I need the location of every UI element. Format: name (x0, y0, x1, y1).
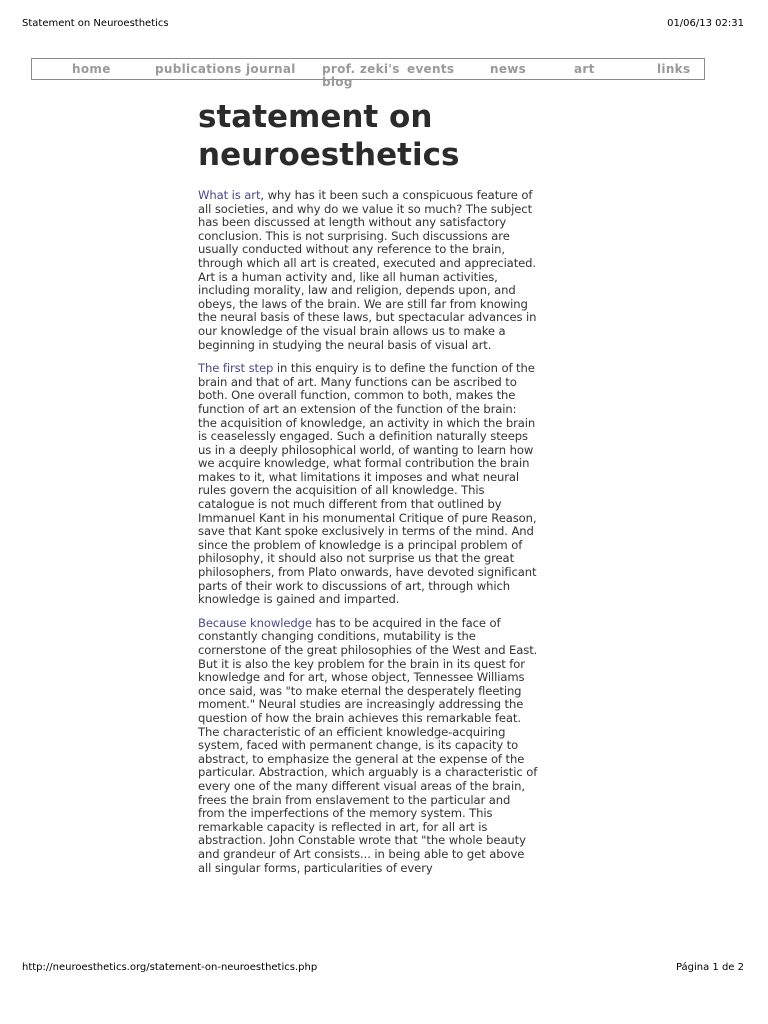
print-header (22, 18, 744, 32)
paragraph (198, 189, 538, 352)
print-footer-url: http://neuroesthetics.org/statement-on-neuroesthetics.php (22, 962, 318, 973)
nav-item-links[interactable]: links (657, 62, 691, 76)
print-header-title: Statement on Neuroesthetics (22, 18, 169, 29)
print-footer-page: Página 1 de 2 (675, 962, 744, 973)
print-header-datetime: 01/06/13 02:31 (667, 18, 744, 29)
paragraph-lead: The first step (198, 361, 274, 376)
print-footer (22, 962, 744, 976)
nav-item-news[interactable]: news (490, 62, 527, 76)
nav-item-prof-zekis-blog[interactable]: prof. zeki's blog (322, 62, 400, 89)
paragraph-text: has to be acquired in the face of constantly changing conditions, mutability is the cornerstone of the great philosophies of the West and East. But it is also the key problem for the brain in its quest for knowledge and for art, whose object, Tennessee Williams once said, was "to make eternal the desperately fleeting moment." Neural studies are increasingly addressing the question of how the brain achieves this remarkable feat. The characteristic of an efficient knowledge-acquiring system, faced with permanent change, is its capacity to abstract, to emphasize the general at the expense of the particular. Abstraction, which arguably is a characteristic of every one of the many different visual areas of the brain, frees the brain from enslavement to the particular and from the imperfections of the memory system. This remarkable capacity is reflected in art, for all art is abstraction. John Constable wrote that "the whole beauty and grandeur of Art consists... in being able to get above all singular forms, particularities of every (198, 615, 538, 875)
article-body (198, 189, 538, 885)
page-title: statement on neuroesthetics (198, 99, 460, 173)
nav-item-events[interactable]: events (407, 62, 455, 76)
main-nav (31, 58, 705, 89)
paragraph-text: in this enquiry is to define the function of the brain and that of art. Many functions can be ascribed to both. One overall function, common to both, makes the function of art an extension of the function of the brain: the acquisition of knowledge, an activity in which the brain is ceaselessly engaged. Such a definition naturally steeps us in a deeply philosophical world, of wanting to learn how we acquire knowledge, what formal contribution the brain makes to it, what limitations it imposes and what neural rules govern the acquisition of all knowledge. This catalogue is not much different from that outlined by Immanuel Kant in his monumental Critique of pure Reason, save that Kant spoke exclusively in terms of the mind. And since the problem of knowledge is a principal problem of philosophy, it should also not surprise us that the great philosophers, from Plato onwards, have devoted significant parts of their work to discussions of art, through which knowledge is gained and imparted. (198, 361, 537, 607)
paragraph-lead: What is art (198, 188, 261, 202)
paragraph (198, 617, 538, 875)
nav-item-home[interactable]: home (72, 62, 111, 76)
paragraph-text: , why has it been such a conspicuous feature of all societies, and why do we value it so much? The subject has been discussed at length without any satisfactory conclusion. This is not surprising. Such discussions are usually conducted without any reference to the brain, through which all art is created, executed and appreciated. Art is a human activity and, like all human activities, including morality, law and religion, depends upon, and obeys, the laws of the brain. We are still far from knowing the neural basis of these laws, but spectacular advances in our knowledge of the visual brain allows us to make a beginning in studying the neural basis of visual art. (198, 188, 537, 352)
nav-item-art[interactable]: art (574, 62, 595, 76)
paragraph (198, 362, 538, 607)
paragraph-lead: Because knowledge (198, 615, 312, 630)
nav-item-publications-journal[interactable]: publications journal (155, 62, 296, 76)
